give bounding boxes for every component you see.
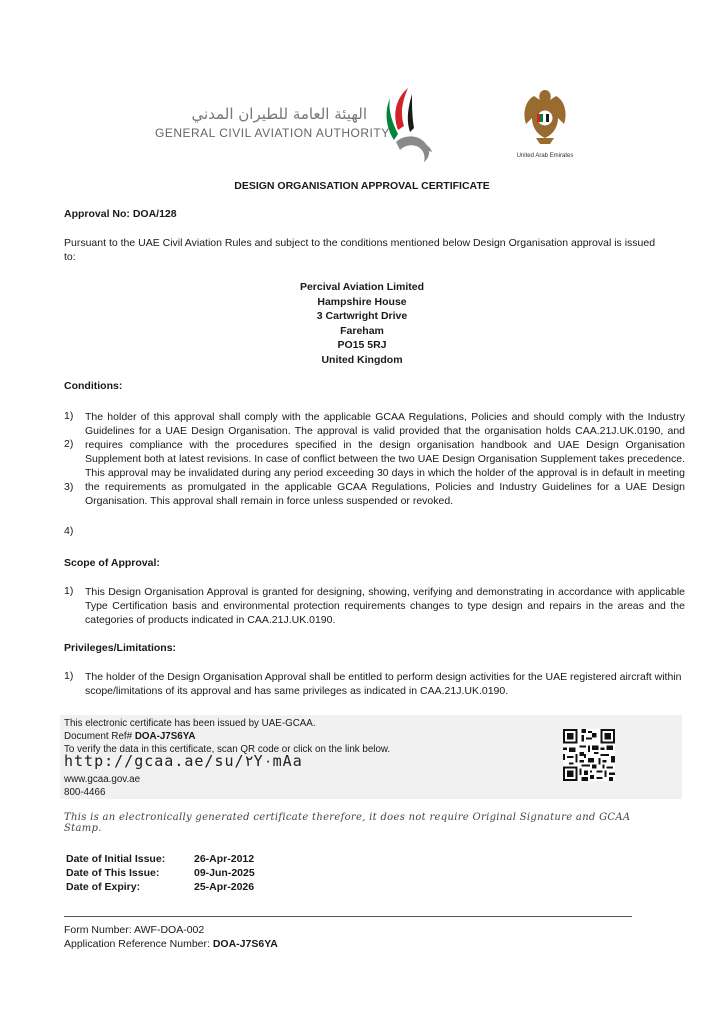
verify-instructions: To verify the data in this certificate, scan QR code or click on the link below. [64, 744, 391, 755]
authority-name-english: GENERAL CIVIL AVIATION AUTHORITY [155, 126, 390, 140]
date-label: Date of This Issue: [66, 867, 160, 879]
document-ref-label: Document Ref# [64, 731, 133, 742]
approval-label: Approval No: [64, 208, 130, 220]
scope-number: 1) [64, 585, 74, 597]
issued-by-text: This electronic certificate has been issued by UAE-GCAA. [64, 718, 316, 729]
address-line: Hampshire House [317, 295, 407, 308]
uae-emblem-icon [520, 86, 570, 152]
conditions-text: The holder of this approval shall comply with the applicable GCAA Regulations, Policies and should comply with the Industry Guidelines for a UAE Design Organisation. The approval is valid provided that the organisation holds CAA.21J.UK.0190, and requires compliance with the procedures specified in the design organisation handbook and UAE Design Organisation Supplement both at latest revisions. In case of conflict between the two UAE Design Organisation Supplement takes precedence. This approval may be invalidated during any period exceeding 30 days in which the holder of the approval is in default in meeting the requirements as promulgated in the applicable GCAA Regulations, Policies and Industry Guidelines for a UAE Design Organisation. This approval shall remain in force unless suspended or revoked. [85, 411, 686, 507]
footer-divider [64, 916, 632, 917]
conditions-heading: Conditions: [64, 380, 123, 392]
privileges-text: The holder of the Design Organisation Approval shall be entitled to perform design activities for the UAE registered aircraft within scope/limitations of its approval and has same privileges as indicated in CAA.21J.UK.0190. [85, 671, 682, 697]
website-link[interactable]: www.gcaa.gov.ae [64, 774, 141, 785]
approval-number [64, 208, 177, 220]
address-country: United Kingdom [321, 353, 403, 366]
application-reference [64, 938, 278, 950]
certificate-title: DESIGN ORGANISATION APPROVAL CERTIFICATE [234, 180, 490, 192]
document-ref-value: DOA-J7S6YA [134, 731, 196, 742]
date-row [66, 880, 255, 894]
condition-number: 2) [64, 438, 74, 450]
date-value: 25-Apr-2026 [194, 881, 255, 893]
electronic-certificate-note: This is an electronically generated certificate therefore, it does not require Original Signature and GCAA Stamp. [64, 812, 631, 834]
date-value: 09-Jun-2025 [194, 867, 255, 879]
gcaa-falcon-logo-icon [378, 86, 440, 166]
condition-number: 4) [64, 525, 74, 537]
document-ref [64, 731, 195, 744]
address-line: Fareham [340, 324, 384, 337]
organisation-name: Percival Aviation Limited [299, 281, 425, 293]
emblem-caption: United Arab Emirates [516, 153, 574, 159]
form-number: Form Number: AWF-DOA-002 [64, 924, 205, 936]
organisation-address [0, 280, 724, 367]
date-label: Date of Initial Issue: [66, 853, 166, 865]
privileges-number: 1) [64, 670, 74, 682]
approval-value: DOA/128 [132, 208, 177, 220]
privileges-heading: Privileges/Limitations: [64, 642, 177, 654]
application-reference-label: Application Reference Number: [64, 938, 210, 950]
intro-paragraph: Pursuant to the UAE Civil Aviation Rules and subject to the conditions mentioned below Design Organisation approval is issued to: [64, 237, 656, 263]
application-reference-value: DOA-J7S6YA [212, 938, 278, 950]
date-value: 26-Apr-2012 [194, 853, 255, 865]
verification-link[interactable]: http://gcaa.ae/su/٢Y٠mAa [64, 752, 303, 770]
authority-name-arabic: الهيئة العامة للطيران المدني [191, 105, 367, 123]
scope-heading: Scope of Approval: [64, 557, 160, 569]
dates-table [66, 852, 255, 894]
address-line: 3 Cartwright Drive [316, 310, 408, 322]
date-label: Date of Expiry: [66, 881, 141, 893]
date-row [66, 852, 255, 866]
address-line: PO15 5RJ [337, 339, 387, 351]
phone-number: 800-4466 [64, 787, 106, 798]
qr-code-icon[interactable] [563, 729, 615, 781]
condition-number: 3) [64, 481, 74, 493]
date-row [66, 866, 255, 880]
scope-text: This Design Organisation Approval is granted for designing, showing, verifying and demonstrating in accordance with applicable Type Certification basis and environmental protection requirements changes to type design and repairs in the areas and the categories of products indicated in CAA.21J.UK.0190. [85, 586, 685, 626]
condition-number: 1) [64, 410, 74, 422]
